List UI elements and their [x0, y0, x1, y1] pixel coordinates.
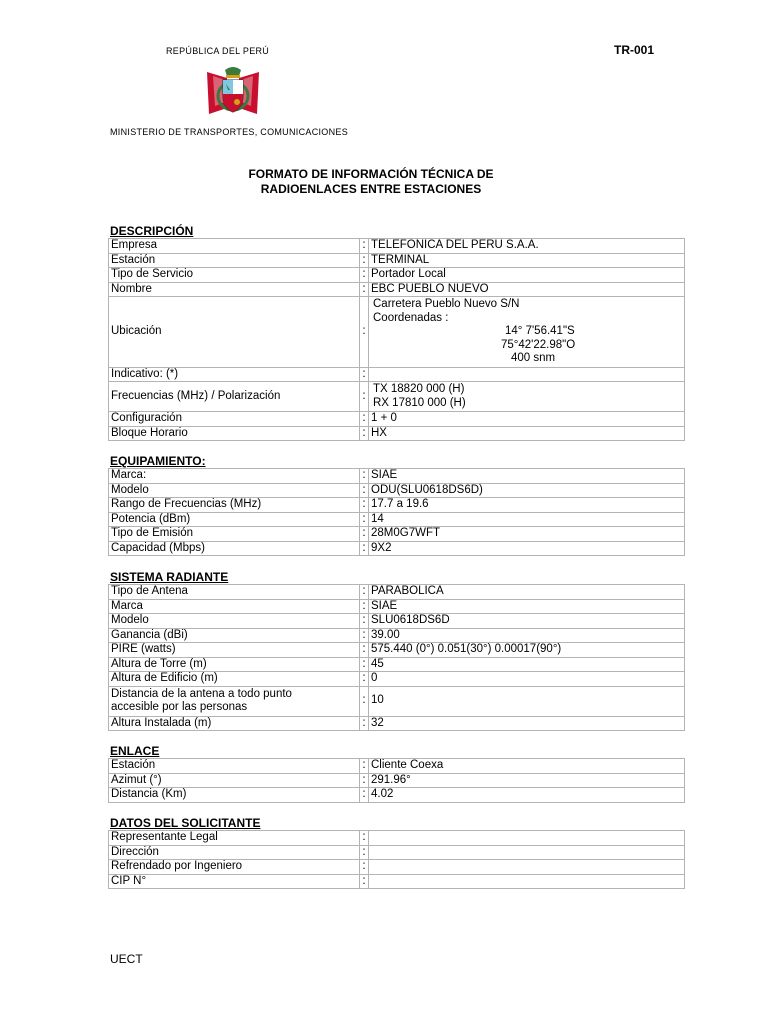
- table-row: [109, 614, 685, 629]
- row-separator: :: [360, 657, 369, 672]
- title-line-2: RADIOENLACES ENTRE ESTACIONES: [260, 182, 482, 196]
- distancia-label-line-2: accesible por las personas: [111, 701, 248, 713]
- row-label: Tipo de Antena: [109, 585, 360, 600]
- table-row: [109, 239, 685, 254]
- document-title: [0, 167, 768, 197]
- row-label: Altura Instalada (m): [109, 716, 360, 731]
- row-label: PIRE (watts): [109, 643, 360, 658]
- row-value: [369, 831, 685, 846]
- row-label: Bloque Horario: [109, 426, 360, 441]
- row-separator: :: [360, 297, 369, 368]
- row-value: TELEFONICA DEL PERU S.A.A.: [369, 239, 685, 254]
- row-value: 1 + 0: [369, 412, 685, 427]
- form-code: TR-001: [614, 43, 655, 57]
- row-label: Rango de Frecuencias (MHz): [109, 498, 360, 513]
- row-label: Azimut (°): [109, 773, 360, 788]
- row-value: 291.96°: [369, 773, 685, 788]
- row-value: Cliente Coexa: [369, 759, 685, 774]
- row-label: Capacidad (Mbps): [109, 541, 360, 556]
- table-row: [109, 628, 685, 643]
- frecuencia-tx: TX 18820 000 (H): [373, 383, 465, 395]
- section-solicitante-title: DATOS DEL SOLICITANTE: [110, 816, 261, 830]
- row-separator: :: [360, 831, 369, 846]
- table-row: [109, 469, 685, 484]
- table-row: [109, 599, 685, 614]
- row-label: Marca: [109, 599, 360, 614]
- table-row: [109, 860, 685, 875]
- section-equipamiento-title: EQUIPAMIENTO:: [110, 454, 206, 468]
- row-label: Distancia (Km): [109, 788, 360, 803]
- section-descripcion-title: DESCRIPCIÓN: [110, 224, 194, 238]
- row-separator: :: [360, 773, 369, 788]
- table-row: [109, 541, 685, 556]
- row-label: Altura de Torre (m): [109, 657, 360, 672]
- enlace-table: [108, 758, 685, 803]
- table-row: [109, 874, 685, 889]
- row-label: Altura de Edificio (m): [109, 672, 360, 687]
- row-value: SIAE: [369, 599, 685, 614]
- row-separator: :: [360, 268, 369, 283]
- republica-header: REPÚBLICA DEL PERÚ: [166, 46, 270, 56]
- row-label: Refrendado por Ingeniero: [109, 860, 360, 875]
- row-label: Tipo de Emisión: [109, 527, 360, 542]
- row-separator: :: [360, 412, 369, 427]
- row-label: Modelo: [109, 614, 360, 629]
- row-label: Estación: [109, 253, 360, 268]
- row-separator: :: [360, 541, 369, 556]
- row-separator: :: [360, 527, 369, 542]
- table-row: [109, 268, 685, 283]
- row-value: TERMINAL: [369, 253, 685, 268]
- row-separator: :: [360, 282, 369, 297]
- solicitante-table: [108, 830, 685, 889]
- row-label: Configuración: [109, 412, 360, 427]
- table-row: [109, 426, 685, 441]
- row-value: [369, 845, 685, 860]
- row-label: Marca:: [109, 469, 360, 484]
- table-row: [109, 483, 685, 498]
- sistema-table: [108, 584, 685, 731]
- title-line-1: FORMATO DE INFORMACIÓN TÉCNICA DE: [248, 167, 494, 181]
- row-value: 32: [369, 716, 685, 731]
- ubicacion-latitude: 14° 7'56.41"S: [505, 325, 575, 337]
- row-value: HX: [369, 426, 685, 441]
- row-separator: :: [360, 253, 369, 268]
- row-separator: :: [360, 498, 369, 513]
- row-label: CIP N°: [109, 874, 360, 889]
- row-label: Empresa: [109, 239, 360, 254]
- row-label: Representante Legal: [109, 831, 360, 846]
- table-row: [109, 643, 685, 658]
- row-value: 10: [369, 686, 685, 716]
- row-value: 45: [369, 657, 685, 672]
- row-separator: :: [360, 860, 369, 875]
- table-row: [109, 672, 685, 687]
- table-row-distancia: [109, 686, 685, 716]
- row-separator: :: [360, 874, 369, 889]
- equipamiento-table: [108, 468, 685, 556]
- coat-of-arms-icon: [203, 62, 263, 120]
- row-label: Estación: [109, 759, 360, 774]
- table-row: [109, 253, 685, 268]
- row-separator: :: [360, 239, 369, 254]
- row-separator: :: [360, 672, 369, 687]
- ubicacion-longitude: 75°42'22.98"O: [501, 338, 576, 351]
- table-row: [109, 759, 685, 774]
- row-label: Potencia (dBm): [109, 512, 360, 527]
- row-separator: :: [360, 845, 369, 860]
- row-value: ODU(SLU0618DS6D): [369, 483, 685, 498]
- table-row: [109, 498, 685, 513]
- row-separator: :: [360, 585, 369, 600]
- row-label: Nombre: [109, 282, 360, 297]
- descripcion-table: [108, 238, 685, 441]
- row-value: 575.440 (0°) 0.051(30°) 0.00017(90°): [369, 643, 685, 658]
- row-separator: :: [360, 759, 369, 774]
- table-row-ubicacion: [109, 297, 685, 368]
- row-separator: :: [360, 686, 369, 716]
- row-value: 39.00: [369, 628, 685, 643]
- row-label: Dirección: [109, 845, 360, 860]
- row-separator: :: [360, 483, 369, 498]
- row-separator: :: [360, 614, 369, 629]
- row-value: [369, 367, 685, 382]
- table-row: [109, 831, 685, 846]
- row-value: 14: [369, 512, 685, 527]
- table-row-frecuencias: [109, 382, 685, 412]
- table-row: [109, 845, 685, 860]
- row-label: Ganancia (dBi): [109, 628, 360, 643]
- ministerio-header: MINISTERIO DE TRANSPORTES, COMUNICACIONES: [110, 127, 348, 137]
- distancia-label: [109, 686, 360, 716]
- row-value: 17.7 a 19.6: [369, 498, 685, 513]
- footer-label: UECT: [110, 952, 143, 966]
- row-label: Modelo: [109, 483, 360, 498]
- section-sistema-title: SISTEMA RADIANTE: [110, 570, 229, 584]
- row-value: PARABOLICA: [369, 585, 685, 600]
- table-row: [109, 788, 685, 803]
- row-label: Indicativo: (*): [109, 367, 360, 382]
- row-separator: :: [360, 628, 369, 643]
- ubicacion-line-1: Carretera Pueblo Nuevo S/N: [373, 298, 520, 310]
- row-separator: :: [360, 599, 369, 614]
- table-row: [109, 282, 685, 297]
- row-value: [369, 860, 685, 875]
- row-value: 0: [369, 672, 685, 687]
- row-value: Portador Local: [369, 268, 685, 283]
- row-label: Frecuencias (MHz) / Polarización: [109, 382, 360, 412]
- row-separator: :: [360, 716, 369, 731]
- distancia-label-line-1: Distancia de la antena a todo punto: [111, 687, 292, 700]
- row-separator: :: [360, 512, 369, 527]
- table-row: [109, 527, 685, 542]
- table-row: [109, 367, 685, 382]
- table-row: [109, 412, 685, 427]
- ubicacion-line-2: Coordenadas :: [373, 311, 449, 324]
- table-row: [109, 657, 685, 672]
- row-label: Ubicación: [109, 297, 360, 368]
- row-label: Tipo de Servicio: [109, 268, 360, 283]
- table-row: [109, 512, 685, 527]
- row-value: 4.02: [369, 788, 685, 803]
- ubicacion-altitude: 400 snm: [511, 352, 556, 364]
- frecuencias-value: [369, 382, 685, 412]
- row-value: EBC PUEBLO NUEVO: [369, 282, 685, 297]
- row-value: 28M0G7WFT: [369, 527, 685, 542]
- table-row: [109, 716, 685, 731]
- row-separator: :: [360, 426, 369, 441]
- row-separator: :: [360, 643, 369, 658]
- row-value: 9X2: [369, 541, 685, 556]
- table-row: [109, 773, 685, 788]
- ubicacion-value: [369, 297, 685, 368]
- row-separator: :: [360, 788, 369, 803]
- row-separator: :: [360, 367, 369, 382]
- row-separator: :: [360, 382, 369, 412]
- frecuencia-rx: RX 17810 000 (H): [373, 396, 466, 409]
- row-value: [369, 874, 685, 889]
- row-value: SIAE: [369, 469, 685, 484]
- section-enlace-title: ENLACE: [110, 744, 160, 758]
- row-separator: :: [360, 469, 369, 484]
- table-row: [109, 585, 685, 600]
- row-value: SLU0618DS6D: [369, 614, 685, 629]
